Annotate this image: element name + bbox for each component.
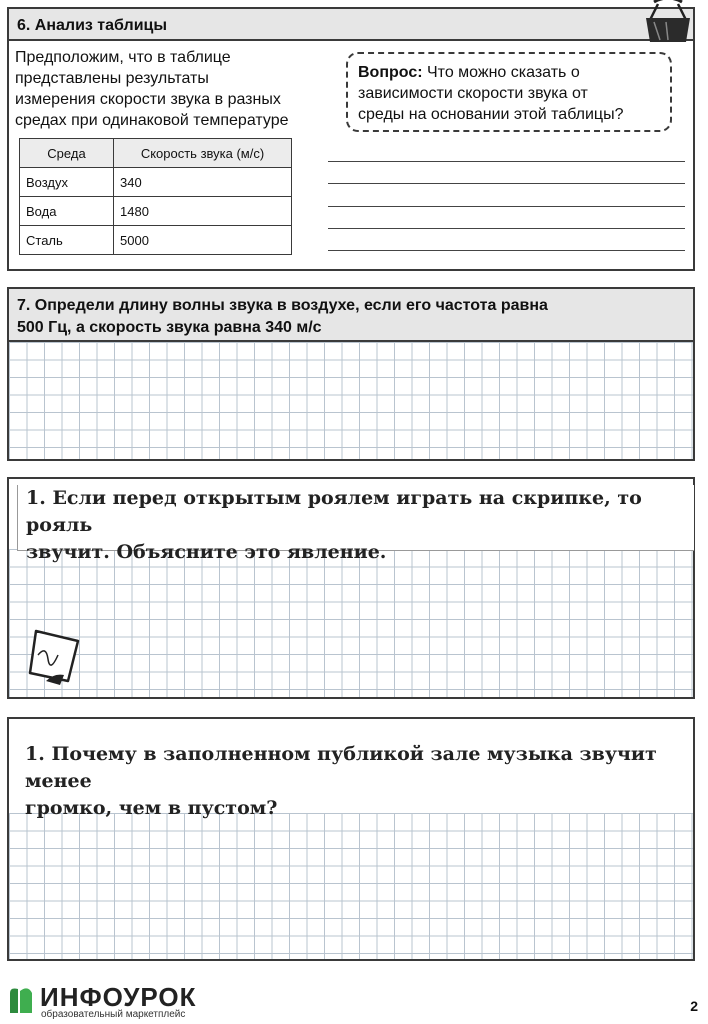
intro-line: Предположим, что в таблице: [15, 49, 231, 66]
table-header: Среда: [20, 139, 114, 168]
page-number: 2: [690, 998, 698, 1014]
table-cell: 340: [114, 168, 292, 197]
answer-line[interactable]: [328, 183, 685, 184]
brand-tagline: образовательный маркетплейс: [41, 1009, 186, 1020]
question-line: среды на основании этой таблицы?: [358, 106, 624, 123]
section-7-title: 500 Гц, а скорость звука равна 340 м/с: [17, 319, 322, 336]
table-row: [20, 197, 292, 226]
question-line: звучит. Объясните это явление.: [26, 541, 387, 563]
table-row: [20, 226, 292, 255]
answer-grid[interactable]: [9, 342, 693, 459]
question-line: зависимости скорости звука от: [358, 85, 588, 102]
section-6-header: [9, 9, 693, 41]
infourok-leaf-icon: [6, 985, 36, 1015]
answer-grid[interactable]: [9, 813, 693, 959]
binder-clip-icon: [640, 0, 696, 44]
question-text: Что можно сказать о: [427, 64, 580, 81]
task-1b-question: [19, 741, 689, 819]
section-7-header: [9, 289, 693, 342]
table-cell: Сталь: [20, 226, 114, 255]
table-row: [20, 168, 292, 197]
section-7: [7, 287, 695, 461]
question-label: Вопрос:: [358, 64, 423, 81]
intro-line: средах при одинаковой температуре: [15, 112, 289, 129]
footer-logo[interactable]: [6, 983, 246, 1019]
answer-grid[interactable]: [9, 549, 693, 697]
intro-line: измерения скорости звука в разных: [15, 91, 281, 108]
section-6-title: 6. Анализ таблицы: [17, 17, 168, 34]
section-7-title: 7. Определи длину волны звука в воздухе, если его частота равна: [17, 297, 548, 314]
sticky-note-icon: [24, 625, 82, 689]
table-cell: Воздух: [20, 168, 114, 197]
speed-table: [19, 138, 292, 255]
table-cell: 1480: [114, 197, 292, 226]
table-cell: 5000: [114, 226, 292, 255]
table-header: Скорость звука (м/с): [114, 139, 292, 168]
question-line: 1. Если перед открытым роялем играть на скрипке, то рояль: [26, 487, 642, 536]
section-6: [7, 7, 695, 271]
answer-line[interactable]: [328, 250, 685, 251]
section-6-intro: [15, 47, 288, 131]
answer-line[interactable]: [328, 228, 685, 229]
question-line: громко, чем в пустом?: [25, 797, 278, 819]
table-header-row: [20, 139, 292, 168]
question-line: 1. Почему в заполненном публикой зале музыка звучит менее: [25, 743, 657, 792]
table-cell: Вода: [20, 197, 114, 226]
brand-name: ИНФОУРОК: [40, 982, 197, 1012]
intro-line: представлены результаты: [15, 70, 209, 87]
answer-line[interactable]: [328, 161, 685, 162]
task-1a-question: [17, 485, 694, 563]
answer-line[interactable]: [328, 206, 685, 207]
question-box: [346, 52, 672, 132]
